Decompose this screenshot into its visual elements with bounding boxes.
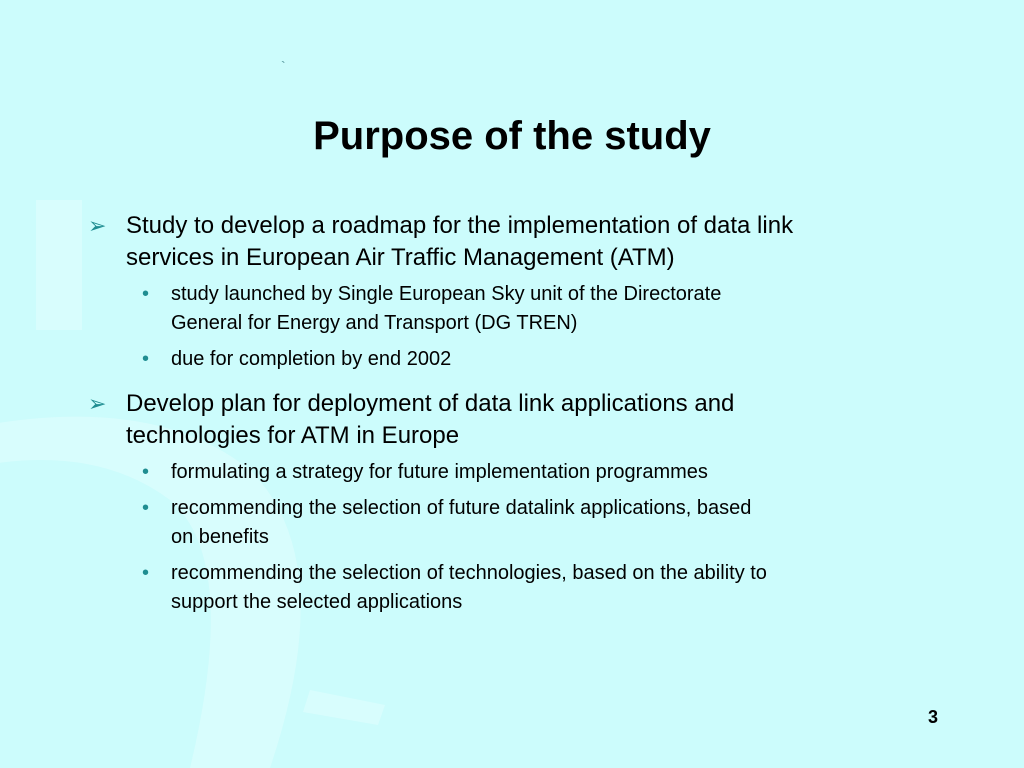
arrow-bullet-icon: ➢ xyxy=(88,213,107,238)
sub-bullet-text: formulating a strategy for future implementation programmes xyxy=(171,461,708,483)
arrow-bullet-icon: ➢ xyxy=(88,391,107,416)
sub-bullet-item xyxy=(82,458,962,487)
bullet-text: Study to develop a roadmap for the implementation of data link xyxy=(126,212,794,239)
bullet-text: services in European Air Traffic Management (ATM) xyxy=(126,244,675,271)
page-number: 3 xyxy=(928,707,939,727)
sub-bullet-text: study launched by Single European Sky unit of the Directorate xyxy=(171,283,722,305)
sub-bullet-text: recommending the selection of future datalink applications, based xyxy=(171,497,752,519)
bullet-item xyxy=(82,388,962,452)
slide-title: Purpose of the study xyxy=(313,114,711,158)
sub-bullet-text: on benefits xyxy=(171,526,269,548)
sub-bullet-text: recommending the selection of technologies, based on the ability to xyxy=(171,562,767,584)
dot-bullet-icon: • xyxy=(142,348,150,370)
bullet-text: technologies for ATM in Europe xyxy=(126,422,460,449)
dot-bullet-icon: • xyxy=(142,562,150,584)
tick-mark: ` xyxy=(281,58,286,74)
bullet-list xyxy=(82,210,962,617)
dot-bullet-icon: • xyxy=(142,283,150,305)
dot-bullet-icon: • xyxy=(142,497,150,519)
sub-bullet-item xyxy=(82,345,962,374)
bullet-item xyxy=(82,210,962,274)
sub-bullet-item xyxy=(82,280,962,338)
bullet-text: Develop plan for deployment of data link applications and xyxy=(126,390,735,417)
sub-bullet-item xyxy=(82,559,962,617)
sub-bullet-text: support the selected applications xyxy=(171,591,463,613)
dot-bullet-icon: • xyxy=(142,461,150,483)
sub-bullet-item xyxy=(82,494,962,552)
sub-bullet-text: due for completion by end 2002 xyxy=(171,348,452,370)
sub-bullet-text: General for Energy and Transport (DG TREN) xyxy=(171,312,578,334)
